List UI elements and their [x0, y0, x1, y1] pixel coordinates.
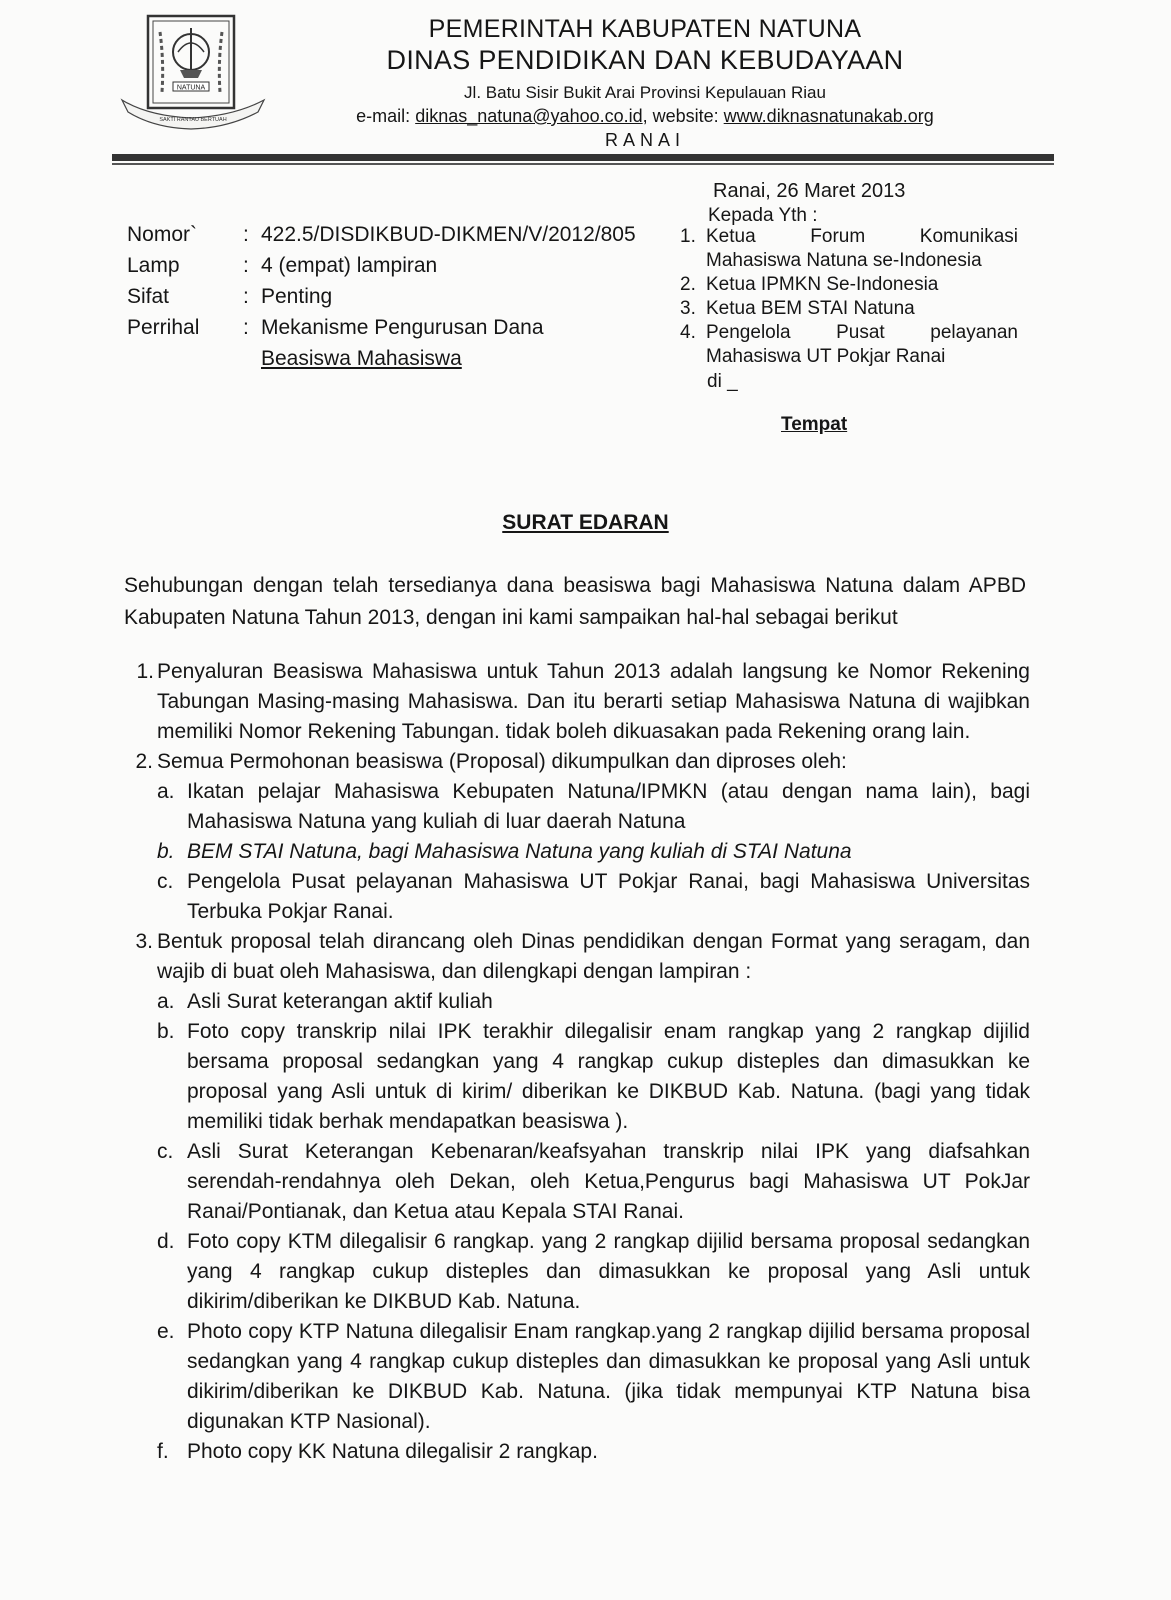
- meta-perihal-continuation: Beasiswa Mahasiswa: [261, 347, 462, 370]
- sub-list-item: [157, 837, 1030, 867]
- contact-line: [280, 104, 1010, 128]
- meta-perihal: [127, 312, 636, 343]
- meta-value: 422.5/DISDIKBUD-DIKMEN/V/2012/805: [261, 223, 636, 246]
- sub-list-letter: c.: [157, 870, 174, 893]
- list-text: Pengelola Pusat pelayanan Mahasiswa UT Pokjar Ranai: [706, 322, 1018, 367]
- sub-list-text: Foto copy transkrip nilai IPK terakhir dilegalisir enam rangkap yang 2 rangkap dijilid bersama proposal sedangkan yang 4 rangkap cukup disteples dan dimasukkan ke proposal yang Asli untuk di kirim/ diberikan ke DIKBUD Kab. Natuna. (bagi yang tidak memiliki tidak berhak mendapatkan beasiswa ).: [187, 1020, 1030, 1133]
- sub-list-item: [157, 1437, 1030, 1467]
- sub-list-letter: e.: [157, 1320, 175, 1343]
- meta-separator: :: [243, 285, 249, 308]
- meta-label: Lamp: [127, 254, 180, 277]
- list-number: 4.: [680, 322, 696, 343]
- body-list: [124, 657, 1030, 1467]
- list-number: 1.: [680, 226, 696, 247]
- sub-list-text: Photo copy KK Natuna dilegalisir 2 rangkap.: [187, 1440, 598, 1463]
- sub-list-letter: b.: [157, 1020, 175, 1043]
- department-name: DINAS PENDIDIKAN DAN KEBUDAYAAN: [386, 45, 904, 75]
- sub-list-text: Asli Surat Keterangan Kebenaran/keafsyahan transkrip nilai IPK yang diafsahkan serendah-rendahnya oleh Dekan, oleh Ketua,Pengurus bagi Mahasiswa UT PokJar Ranai/Pontianak, dan Ketua atau Kepala STAI Ranai.: [187, 1140, 1030, 1223]
- sub-list-item: [157, 1017, 1030, 1137]
- sub-list-item: [157, 987, 1030, 1017]
- list-text: Semua Permohonan beasiswa (Proposal) dikumpulkan dan diproses oleh:: [157, 750, 847, 773]
- list-text: Ketua IPMKN Se-Indonesia: [706, 274, 939, 295]
- list-number: 2.: [680, 274, 696, 295]
- meta-separator: :: [243, 316, 249, 339]
- email-label: e-mail:: [356, 106, 416, 126]
- meta-value: Mekanisme Pengurusan Dana: [261, 316, 544, 339]
- recipient-list: [680, 225, 1018, 369]
- list-number: 3.: [135, 930, 153, 953]
- intro-paragraph: Sehubungan dengan telah tersedianya dana beasiswa bagi Mahasiswa Natuna dalam APBD Kabupaten Natuna Tahun 2013, dengan ini kami sampaikan hal-hal sebagai berikut: [124, 574, 1026, 629]
- meta-lamp: [127, 250, 636, 281]
- letterhead: [280, 12, 1010, 152]
- email-link[interactable]: diknas_natuna@yahoo.co.id: [415, 106, 643, 126]
- list-item: [124, 927, 1030, 987]
- list-item: [680, 321, 1018, 369]
- addressee-di: di _: [707, 371, 738, 392]
- addressee-salutation: Kepada Yth :: [708, 205, 818, 226]
- letterhead-divider-thin: [112, 163, 1054, 165]
- meta-value: Penting: [261, 285, 333, 308]
- list-text: Ketua BEM STAI Natuna: [706, 298, 915, 319]
- sub-list-text: Asli Surat keterangan aktif kuliah: [187, 990, 493, 1013]
- letter-date: Ranai, 26 Maret 2013: [713, 180, 906, 202]
- letter-meta: [127, 219, 636, 374]
- logo-ribbon-text: SAKTI RANTAU BERTUAH: [159, 117, 227, 123]
- sub-list-text: Pengelola Pusat pelayanan Mahasiswa UT Pokjar Ranai, bagi Mahasiswa Universitas Terbuka Pokjar Ranai.: [187, 870, 1030, 923]
- sub-list-letter: a.: [157, 780, 175, 803]
- sub-list-text: Foto copy KTM dilegalisir 6 rangkap. yang 2 rangkap dijilid bersama proposal sedangkan yang 4 rangkap cukup disteples dan dimasukkan ke proposal yang Asli untuk dikirim/diberikan ke DIKBUD Kab. Natuna.: [187, 1230, 1030, 1313]
- sub-list-letter: b.: [157, 840, 175, 863]
- logo-label: NATUNA: [176, 84, 206, 92]
- meta-label: Perrihal: [127, 316, 200, 339]
- sub-list-item: [157, 867, 1030, 927]
- sub-list-item: [157, 1137, 1030, 1227]
- sub-list-item: [157, 777, 1030, 837]
- list-number: 3.: [680, 298, 696, 319]
- meta-label: Sifat: [127, 285, 170, 308]
- list-text: Penyaluran Beasiswa Mahasiswa untuk Tahun 2013 adalah langsung ke Nomor Rekening Tabungan Masing-masing Mahasiswa. Dan itu berarti setiap Mahasiswa Natuna di wajibkan memiliki Nomor Rekening Tabungan. tidak boleh dikuasakan pada Rekening orang lain.: [157, 660, 1030, 743]
- meta-value: 4 (empat) lampiran: [261, 254, 438, 277]
- letterhead-divider-thick: [112, 154, 1054, 161]
- list-item: [124, 657, 1030, 747]
- sub-list-text: Ikatan pelajar Mahasiswa Kebupaten Natuna/IPMKN (atau dengan nama lain), bagi Mahasiswa Natuna yang kuliah di luar daerah Natuna: [187, 780, 1030, 833]
- sub-list-item: [157, 1227, 1030, 1317]
- meta-separator: :: [243, 254, 249, 277]
- office-address: Jl. Batu Sisir Bukit Arai Provinsi Kepulauan Riau: [464, 83, 826, 102]
- list-item: [124, 747, 1030, 777]
- city-name: RANAI: [604, 130, 685, 150]
- meta-nomor: [127, 219, 636, 250]
- sub-list-letter: c.: [157, 1140, 174, 1163]
- list-item: [680, 273, 1018, 297]
- sub-list-letter: a.: [157, 990, 175, 1013]
- government-name: PEMERINTAH KABUPATEN NATUNA: [428, 15, 862, 43]
- list-text: Bentuk proposal telah dirancang oleh Dinas pendidikan dengan Format yang seragam, dan wajib di buat oleh Mahasiswa, dan dilengkapi dengan lampiran :: [157, 930, 1030, 983]
- website-link[interactable]: www.diknasnatunakab.org: [723, 106, 934, 126]
- sub-list-text: BEM STAI Natuna, bagi Mahasiswa Natuna yang kuliah di STAI Natuna: [187, 840, 852, 863]
- website-label: , website:: [642, 106, 724, 126]
- meta-sifat: [127, 281, 636, 312]
- natuna-emblem-logo: [118, 12, 268, 132]
- meta-label: Nomor`: [127, 223, 198, 246]
- list-number: 1.: [136, 660, 154, 683]
- addressee-place: Tempat: [781, 414, 848, 435]
- sub-list-letter: d.: [157, 1230, 175, 1253]
- sub-list-item: [157, 1317, 1030, 1437]
- document-title: SURAT EDARAN: [502, 511, 669, 534]
- list-number: 2.: [135, 750, 153, 773]
- list-item: [680, 225, 1018, 273]
- list-text: Ketua Forum Komunikasi Mahasiswa Natuna se-Indonesia: [706, 226, 1018, 271]
- sub-list-letter: f.: [157, 1440, 169, 1463]
- sub-list-text: Photo copy KTP Natuna dilegalisir Enam rangkap.yang 2 rangkap dijilid bersama proposal sedangkan yang 4 rangkap cukup disteples dan dimasukkan ke proposal yang Asli untuk dikirim/diberikan ke DIKBUD Kab. Natuna. (jika tidak mempunyai KTP Natuna bisa digunakan KTP Nasional).: [187, 1320, 1030, 1433]
- meta-separator: :: [243, 223, 249, 246]
- list-item: [680, 297, 1018, 321]
